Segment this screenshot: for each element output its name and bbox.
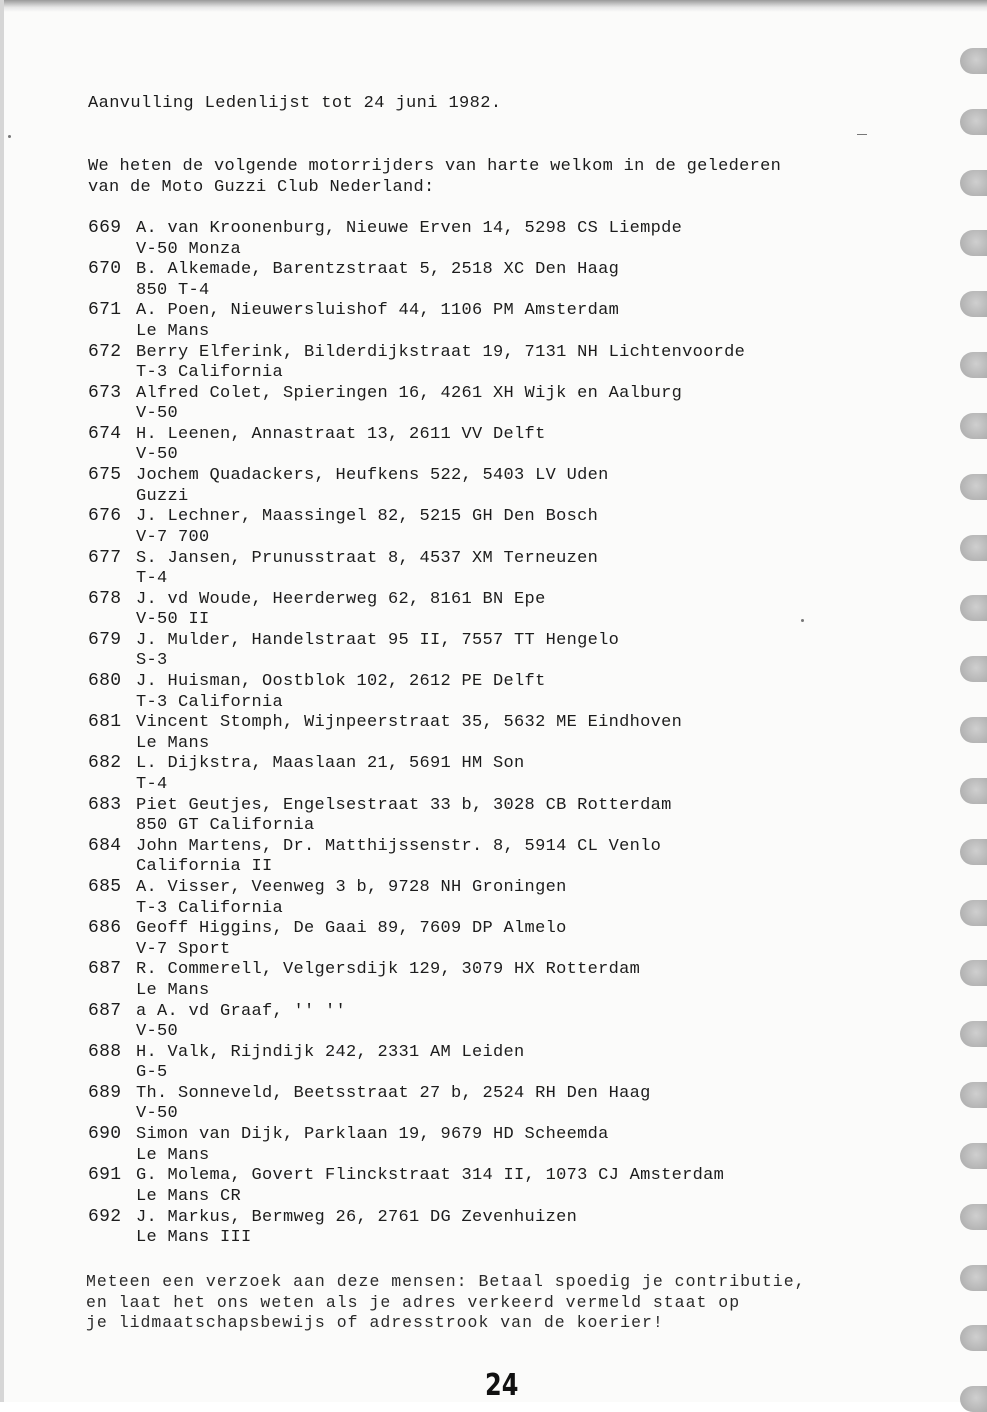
member-motorcycle: Le Mans CR bbox=[136, 1186, 242, 1206]
member-address: Geoff Higgins, De Gaai 89, 7609 DP Almelo bbox=[136, 919, 567, 939]
member-entry bbox=[88, 671, 928, 712]
member-motorcycle: Le Mans bbox=[136, 733, 210, 753]
member-address: J. Huisman, Oostblok 102, 2612 PE Delft bbox=[136, 672, 546, 692]
member-entry bbox=[88, 1124, 928, 1165]
member-motorcycle: 850 T-4 bbox=[136, 280, 210, 300]
member-address: A. van Kroonenburg, Nieuwe Erven 14, 5298 CS Liempde bbox=[136, 219, 683, 238]
member-address: S. Jansen, Prunusstraat 8, 4537 XM Terneuzen bbox=[136, 548, 599, 568]
page-number: 24 bbox=[485, 1368, 519, 1403]
member-entry bbox=[88, 218, 928, 259]
member-motorcycle: 850 GT California bbox=[136, 816, 315, 836]
member-number: 686 bbox=[88, 918, 122, 939]
member-address: R. Commerell, Velgersdijk 129, 3079 HX Rotterdam bbox=[136, 960, 641, 980]
member-address-line bbox=[88, 959, 928, 981]
member-address: Th. Sonneveld, Beetsstraat 27 b, 2524 RH Den Haag bbox=[136, 1083, 651, 1103]
member-number: 688 bbox=[88, 1041, 122, 1062]
binder-hole-icon bbox=[960, 778, 987, 804]
member-entry bbox=[88, 300, 928, 341]
member-address-line bbox=[88, 712, 928, 734]
member-number: 689 bbox=[88, 1082, 122, 1103]
member-entry bbox=[88, 465, 928, 506]
binder-hole-icon bbox=[960, 1265, 987, 1291]
member-address-line bbox=[88, 753, 928, 775]
member-address-line bbox=[88, 259, 928, 281]
scan-speck bbox=[857, 134, 867, 135]
page-title: Aanvulling Ledenlijst tot 24 juni 1982. bbox=[88, 94, 502, 113]
binder-hole-icon bbox=[960, 1021, 987, 1047]
member-entry bbox=[88, 712, 928, 753]
member-address: Alfred Colet, Spieringen 16, 4261 XH Wijk en Aalburg bbox=[136, 383, 683, 403]
member-address: G. Molema, Govert Flinckstraat 314 II, 1073 CJ Amsterdam bbox=[136, 1166, 725, 1186]
member-number: 687 bbox=[88, 1000, 122, 1021]
member-entry bbox=[88, 877, 928, 918]
member-motorcycle: T-4 bbox=[136, 569, 168, 588]
member-number: 687 bbox=[88, 959, 122, 980]
member-entry bbox=[88, 836, 928, 877]
member-motorcycle: V-50 Monza bbox=[136, 239, 242, 259]
member-motorcycle: Le Mans bbox=[136, 980, 210, 1000]
member-motorcycle: V-50 bbox=[136, 1022, 179, 1042]
member-motorcycle: V-7 700 bbox=[136, 527, 210, 547]
member-address-line bbox=[88, 630, 928, 652]
binder-holes bbox=[947, 0, 987, 1402]
member-entry bbox=[88, 1165, 928, 1206]
member-number: 670 bbox=[88, 259, 122, 280]
member-motorcycle: V-50 bbox=[136, 445, 179, 465]
member-address: J. vd Woude, Heerderweg 62, 8161 BN Epe bbox=[136, 589, 546, 609]
member-motorcycle: Le Mans III bbox=[136, 1228, 252, 1247]
member-address: Berry Elferink, Bilderdijkstraat 19, 7131 NH Lichtenvoorde bbox=[136, 342, 746, 362]
binder-hole-icon bbox=[960, 717, 987, 743]
member-entry bbox=[88, 918, 928, 959]
member-address: A. Poen, Nieuwersluishof 44, 1106 PM Amsterdam bbox=[136, 301, 620, 321]
member-address: J. Mulder, Handelstraat 95 II, 7557 TT Hengelo bbox=[136, 630, 620, 650]
member-motorcycle: T-3 California bbox=[136, 692, 284, 712]
member-address-line bbox=[88, 918, 928, 940]
member-address-line bbox=[88, 671, 928, 693]
member-entry bbox=[88, 342, 928, 383]
member-motorcycle: V-50 bbox=[136, 1104, 179, 1124]
member-entry bbox=[88, 1001, 928, 1042]
member-motorcycle: Le Mans bbox=[136, 321, 210, 341]
member-address: H. Valk, Rijndijk 242, 2331 AM Leiden bbox=[136, 1042, 525, 1062]
member-number: 690 bbox=[88, 1124, 122, 1145]
member-entry bbox=[88, 383, 928, 424]
member-entry bbox=[88, 506, 928, 547]
footer-line: Meteen een verzoek aan deze mensen: Betaal spoedig je contributie, bbox=[86, 1272, 806, 1291]
member-number: 678 bbox=[88, 588, 122, 609]
member-number: 680 bbox=[88, 671, 122, 692]
member-entry bbox=[88, 795, 928, 836]
member-address-line bbox=[88, 795, 928, 817]
member-address-line bbox=[88, 1124, 928, 1146]
member-number: 669 bbox=[88, 218, 122, 238]
member-address: L. Dijkstra, Maaslaan 21, 5691 HM Son bbox=[136, 754, 525, 774]
binder-hole-icon bbox=[960, 1386, 987, 1412]
member-number: 676 bbox=[88, 506, 122, 527]
binder-hole-icon bbox=[960, 1204, 987, 1230]
member-number: 672 bbox=[88, 341, 122, 362]
scan-left-edge bbox=[0, 0, 4, 1402]
member-address: A. Visser, Veenweg 3 b, 9728 NH Groningen bbox=[136, 878, 567, 897]
member-entry bbox=[88, 424, 928, 465]
member-motorcycle: T-3 California bbox=[136, 898, 284, 918]
member-entry bbox=[88, 1083, 928, 1124]
member-address-line bbox=[88, 548, 928, 570]
member-address-line bbox=[88, 1165, 928, 1187]
member-motorcycle: V-50 II bbox=[136, 610, 210, 630]
binder-hole-icon bbox=[960, 535, 987, 561]
scan-speck bbox=[8, 135, 11, 138]
member-list bbox=[88, 218, 928, 1248]
member-address-line bbox=[88, 218, 928, 240]
binder-hole-icon bbox=[960, 1325, 987, 1351]
member-entry bbox=[88, 548, 928, 589]
member-address-line bbox=[88, 424, 928, 446]
member-address-line bbox=[88, 1207, 928, 1229]
member-address: J. Lechner, Maassingel 82, 5215 GH Den Bosch bbox=[136, 507, 599, 527]
member-number: 684 bbox=[88, 835, 122, 856]
member-motorcycle: California II bbox=[136, 857, 273, 877]
member-entry bbox=[88, 753, 928, 794]
member-number: 671 bbox=[88, 300, 122, 321]
binder-hole-icon bbox=[960, 595, 987, 621]
member-number: 691 bbox=[88, 1165, 122, 1186]
member-motorcycle: S-3 bbox=[136, 651, 168, 671]
member-address-line bbox=[88, 383, 928, 405]
footer-note bbox=[86, 1272, 806, 1334]
binder-hole-icon bbox=[960, 291, 987, 317]
member-entry bbox=[88, 959, 928, 1000]
binder-hole-icon bbox=[960, 960, 987, 986]
member-address-line bbox=[88, 877, 928, 899]
footer-line: en laat het ons weten als je adres verkeerd vermeld staat op bbox=[86, 1292, 741, 1312]
member-number: 674 bbox=[88, 423, 122, 444]
member-address: Simon van Dijk, Parklaan 19, 9679 HD Scheemda bbox=[136, 1125, 609, 1145]
member-address: H. Leenen, Annastraat 13, 2611 VV Delft bbox=[136, 424, 546, 444]
member-motorcycle: Le Mans bbox=[136, 1145, 210, 1165]
member-motorcycle: T-4 bbox=[136, 774, 168, 794]
member-entry bbox=[88, 259, 928, 300]
member-number: 675 bbox=[88, 465, 122, 486]
member-number: 677 bbox=[88, 547, 122, 568]
binder-hole-icon bbox=[960, 656, 987, 682]
member-address: Vincent Stomph, Wijnpeerstraat 35, 5632 ME Eindhoven bbox=[136, 713, 683, 733]
binder-hole-icon bbox=[960, 839, 987, 865]
binder-hole-icon bbox=[960, 109, 987, 135]
member-entry bbox=[88, 589, 928, 630]
member-entry bbox=[88, 1042, 928, 1083]
member-address-line bbox=[88, 342, 928, 364]
member-address: Jochem Quadackers, Heufkens 522, 5403 LV Uden bbox=[136, 466, 609, 486]
member-entry bbox=[88, 1207, 928, 1248]
footer-line: je lidmaatschapsbewijs of adresstrook van de koerier! bbox=[86, 1313, 664, 1332]
member-number: 685 bbox=[88, 877, 122, 897]
member-address-line bbox=[88, 1042, 928, 1064]
member-number: 673 bbox=[88, 382, 122, 403]
member-address-line bbox=[88, 465, 928, 487]
intro-line: van de Moto Guzzi Club Nederland: bbox=[88, 178, 435, 197]
intro-text bbox=[88, 156, 781, 198]
member-number: 679 bbox=[88, 629, 122, 650]
member-address: John Martens, Dr. Matthijssenstr. 8, 5914 CL Venlo bbox=[136, 836, 662, 856]
binder-hole-icon bbox=[960, 413, 987, 439]
member-address-line bbox=[88, 589, 928, 611]
binder-hole-icon bbox=[960, 1082, 987, 1108]
member-motorcycle: Guzzi bbox=[136, 486, 189, 506]
member-address-line bbox=[88, 1001, 928, 1023]
member-motorcycle: V-50 bbox=[136, 404, 179, 424]
member-motorcycle: T-3 California bbox=[136, 363, 284, 383]
binder-hole-icon bbox=[960, 1143, 987, 1169]
binder-hole-icon bbox=[960, 230, 987, 256]
member-number: 681 bbox=[88, 712, 122, 733]
member-number: 682 bbox=[88, 753, 122, 774]
binder-hole-icon bbox=[960, 170, 987, 196]
member-address: Piet Geutjes, Engelsestraat 33 b, 3028 CB Rotterdam bbox=[136, 795, 672, 815]
binder-hole-icon bbox=[960, 352, 987, 378]
member-address: B. Alkemade, Barentzstraat 5, 2518 XC Den Haag bbox=[136, 260, 620, 280]
binder-hole-icon bbox=[960, 474, 987, 500]
member-address-line bbox=[88, 1083, 928, 1105]
member-address-line bbox=[88, 506, 928, 528]
member-address: J. Markus, Bermweg 26, 2761 DG Zevenhuizen bbox=[136, 1207, 578, 1227]
member-motorcycle: G-5 bbox=[136, 1063, 168, 1083]
intro-line: We heten de volgende motorrijders van harte welkom in de gelederen bbox=[88, 157, 782, 176]
member-address-line bbox=[88, 836, 928, 858]
binder-hole-icon bbox=[960, 900, 987, 926]
member-address: a A. vd Graaf, '' '' bbox=[136, 1001, 347, 1021]
member-entry bbox=[88, 630, 928, 671]
scan-top-edge bbox=[0, 0, 987, 12]
member-number: 683 bbox=[88, 794, 122, 815]
member-address-line bbox=[88, 300, 928, 322]
member-motorcycle: V-7 Sport bbox=[136, 939, 231, 959]
binder-hole-icon bbox=[960, 48, 987, 74]
member-number: 692 bbox=[88, 1206, 122, 1227]
